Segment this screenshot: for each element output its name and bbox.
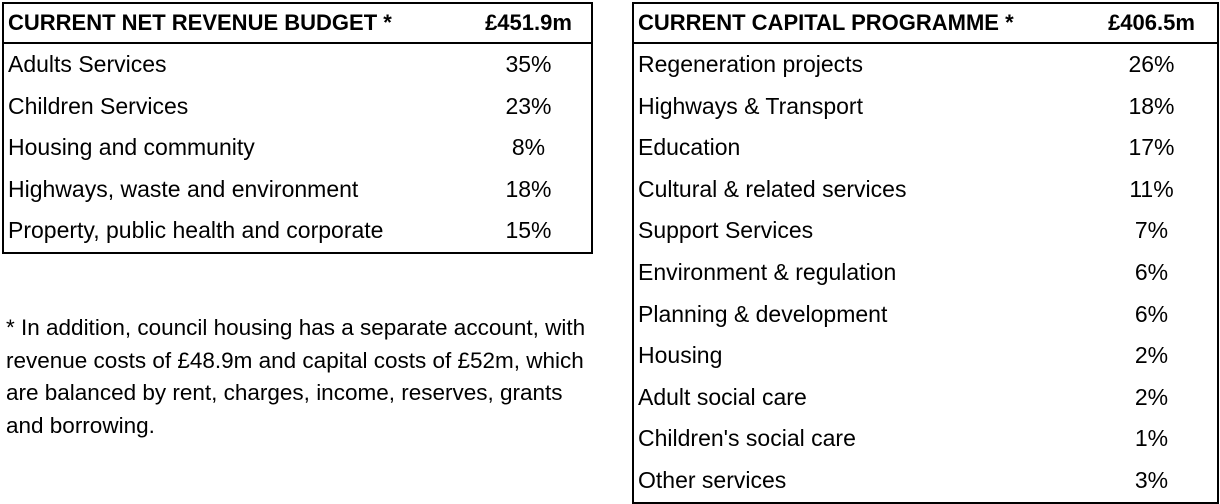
table-row bbox=[633, 377, 1218, 419]
table-row bbox=[3, 210, 592, 253]
table-row bbox=[633, 127, 1218, 169]
row-value: 15% bbox=[505, 217, 552, 244]
row-label: Children Services bbox=[8, 92, 189, 119]
table-row bbox=[633, 252, 1218, 294]
row-label: Adult social care bbox=[638, 383, 807, 410]
table-row bbox=[633, 210, 1218, 252]
row-label: Planning & development bbox=[638, 300, 888, 327]
row-value: 11% bbox=[1129, 175, 1174, 202]
row-value: 35% bbox=[505, 51, 552, 77]
row-value: 6% bbox=[1134, 258, 1169, 285]
row-label: Housing bbox=[638, 342, 723, 369]
capital-total: £406.5m bbox=[1086, 3, 1218, 43]
table-row bbox=[633, 418, 1218, 460]
table-row bbox=[633, 43, 1218, 86]
capital-programme-table bbox=[632, 2, 1219, 504]
row-label: Education bbox=[638, 134, 741, 161]
row-value: 6% bbox=[1134, 300, 1169, 327]
row-label: Highways, waste and environment bbox=[8, 175, 359, 202]
row-value: 18% bbox=[505, 175, 552, 202]
row-value: 2% bbox=[1134, 383, 1169, 410]
table-row bbox=[633, 335, 1218, 377]
table-row bbox=[3, 86, 592, 128]
row-label: Highways & Transport bbox=[638, 92, 863, 119]
row-value: 17% bbox=[1128, 134, 1175, 161]
table-row bbox=[633, 460, 1218, 503]
row-label: Children's social care bbox=[638, 425, 856, 452]
row-value: 1% bbox=[1134, 425, 1169, 452]
table-row bbox=[633, 294, 1218, 336]
row-value: 7% bbox=[1134, 217, 1169, 244]
table-row bbox=[633, 169, 1218, 211]
table-header-row bbox=[633, 3, 1218, 43]
row-value: 3% bbox=[1134, 466, 1169, 493]
table-header-row bbox=[3, 3, 592, 43]
row-label: Housing and community bbox=[8, 134, 255, 161]
row-label: Other services bbox=[638, 466, 787, 493]
revenue-title: CURRENT NET REVENUE BUDGET * bbox=[3, 3, 466, 43]
row-value: 18% bbox=[1128, 92, 1175, 119]
table-row bbox=[3, 43, 592, 86]
footnote: * In addition, council housing has a separate account, with revenue costs of £48.9m and capital costs of £52m, which are balanced by rent, charges, income, reserves, grants and borrowing. bbox=[6, 315, 586, 438]
table-row bbox=[633, 86, 1218, 128]
revenue-budget-table bbox=[2, 2, 593, 254]
capital-title: CURRENT CAPITAL PROGRAMME * bbox=[633, 3, 1086, 43]
table-row bbox=[3, 169, 592, 211]
row-label: Adults Services bbox=[8, 51, 167, 77]
row-value: 2% bbox=[1134, 342, 1169, 369]
row-label: Regeneration projects bbox=[638, 51, 864, 77]
row-value: 23% bbox=[505, 92, 552, 119]
table-row bbox=[3, 127, 592, 169]
row-value: 26% bbox=[1128, 51, 1175, 77]
row-label: Environment & regulation bbox=[638, 258, 897, 285]
row-label: Property, public health and corporate bbox=[8, 217, 384, 244]
row-label: Cultural & related services bbox=[638, 175, 907, 202]
row-value: 8% bbox=[511, 134, 546, 161]
row-label: Support Services bbox=[638, 217, 814, 244]
revenue-total: £451.9m bbox=[466, 3, 592, 43]
